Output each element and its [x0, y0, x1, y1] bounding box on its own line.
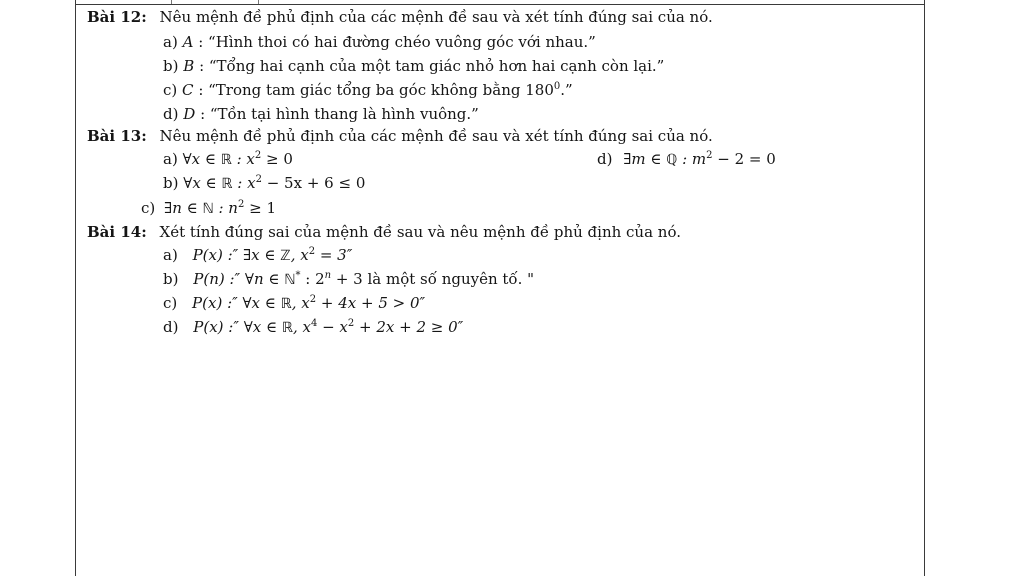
degree-sup: 0: [553, 81, 561, 92]
expr: : x: [231, 150, 255, 168]
number-set: ℤ: [280, 248, 291, 264]
bai12-label: Bài 12:: [87, 8, 147, 26]
item-var: A: [182, 33, 194, 51]
number-set: ℝ: [280, 296, 292, 312]
expr-rest: = 3″: [315, 246, 353, 264]
item-prefix: d): [163, 105, 179, 123]
bai13-intro: Nêu mệnh đề phủ định của các mệnh đề sau và xét tính đúng sai của nó.: [159, 127, 713, 145]
item-prefix: a): [163, 246, 178, 264]
item-prefix: a): [163, 33, 178, 51]
page-tick: [258, 0, 259, 4]
item-tail: .”: [560, 81, 573, 99]
quantifier: ∃: [623, 150, 632, 168]
element-of: ∈: [645, 150, 667, 168]
bai12-intro: Nêu mệnh đề phủ định của các mệnh đề sau và xét tính đúng sai của nó.: [159, 8, 713, 26]
bai12-item-a: [163, 33, 596, 51]
bai14-heading: [87, 223, 681, 241]
bai13-label: Bài 13:: [87, 127, 147, 145]
number-set: ℝ: [221, 176, 233, 192]
number-set: ℕ: [284, 272, 296, 288]
item-prefix: c): [163, 294, 178, 312]
expr: − x: [317, 318, 348, 336]
exponent: 2: [308, 246, 316, 257]
page-top-rule: [76, 4, 924, 5]
document-page: [75, 0, 925, 576]
item-prefix: c): [163, 81, 178, 99]
bai12-heading: [87, 8, 713, 26]
exponent: 2: [237, 199, 245, 210]
bai14-item-a: [163, 246, 352, 265]
bai13-heading: [87, 127, 713, 145]
expr-rest: − 5x + 6 ≤ 0: [261, 174, 366, 192]
predicate: P(n) :″ ∀n ∈: [193, 270, 285, 288]
item-text: : “Hình thoi có hai đường chéo vuông góc với nhau.”: [198, 33, 596, 51]
number-set: ℚ: [666, 152, 678, 168]
bai14-intro: Xét tính đúng sai của mệnh đề sau và nêu mệnh đề phủ định của nó.: [159, 223, 681, 241]
bai14-item-d: [163, 318, 463, 337]
expr-rest: ≥ 1: [244, 199, 277, 217]
item-var: C: [182, 81, 194, 99]
predicate: P(x) :″ ∀x ∈: [192, 294, 281, 312]
variable: n: [172, 199, 182, 217]
bai14-item-b: [163, 270, 534, 289]
expr-rest: ≥ 0: [261, 150, 293, 168]
predicate: P(x) :″ ∃x ∈: [192, 246, 281, 264]
item-var: B: [183, 57, 195, 75]
expr: : 2: [300, 270, 325, 288]
expr-tail: là một số nguyên tố. ": [362, 270, 535, 288]
variable: x: [192, 174, 201, 192]
exponent: 2: [254, 150, 262, 161]
expr: , x: [290, 246, 309, 264]
expr-rest: + 2x + 2 ≥ 0″: [354, 318, 464, 336]
expr: : m: [677, 150, 707, 168]
element-of: ∈: [200, 150, 221, 168]
variable: m: [631, 150, 646, 168]
item-prefix: b): [163, 57, 179, 75]
quantifier: ∀: [182, 150, 192, 168]
item-var: D: [183, 105, 196, 123]
bai14-item-c: [163, 294, 425, 313]
item-prefix: d): [597, 150, 613, 168]
predicate: P(x) :″ ∀x ∈: [193, 318, 282, 336]
expr-rest: + 3: [331, 270, 363, 288]
bai13-item-c: [141, 199, 276, 218]
item-prefix: b): [163, 270, 179, 288]
item-text: : “Tổng hai cạnh của một tam giác nhỏ hơn hai cạnh còn lại.”: [199, 57, 665, 75]
exponent: n: [324, 270, 332, 281]
item-text: : “Trong tam giác tổng ba góc không bằng 180: [198, 81, 554, 99]
page-tick: [171, 0, 172, 4]
number-set: ℝ: [281, 320, 293, 336]
item-prefix: a): [163, 150, 178, 168]
item-text: : “Tồn tại hình thang là hình vuông.”: [200, 105, 479, 123]
expr: , x: [292, 318, 311, 336]
exponent: 2: [309, 294, 317, 305]
star-sup: *: [295, 270, 301, 281]
quantifier: ∀: [183, 174, 193, 192]
bai13-item-b: [163, 174, 365, 193]
item-prefix: d): [163, 318, 179, 336]
bai12-item-b: [163, 57, 664, 75]
number-set: ℝ: [220, 152, 232, 168]
item-prefix: b): [163, 174, 179, 192]
item-prefix: c): [141, 199, 156, 217]
bai13-item-a: [163, 150, 293, 169]
element-of: ∈: [200, 174, 222, 192]
quantifier: ∃: [164, 199, 173, 217]
exponent: 2: [255, 174, 262, 185]
expr: : x: [232, 174, 256, 192]
expr-rest: + 4x + 5 > 0″: [316, 294, 426, 312]
expr-rest: − 2 = 0: [712, 150, 776, 168]
variable: x: [191, 150, 201, 168]
expr: , x: [291, 294, 310, 312]
bai13-item-d: [597, 150, 776, 169]
exponent: 4: [310, 318, 318, 329]
exponent: 2: [706, 150, 713, 161]
exponent: 2: [347, 318, 355, 329]
expr: : n: [213, 199, 238, 217]
bai12-item-d: [163, 105, 479, 123]
bai14-label: Bài 14:: [87, 223, 147, 241]
bai12-item-c: [163, 81, 573, 99]
number-set: ℕ: [202, 201, 214, 217]
element-of: ∈: [181, 199, 203, 217]
